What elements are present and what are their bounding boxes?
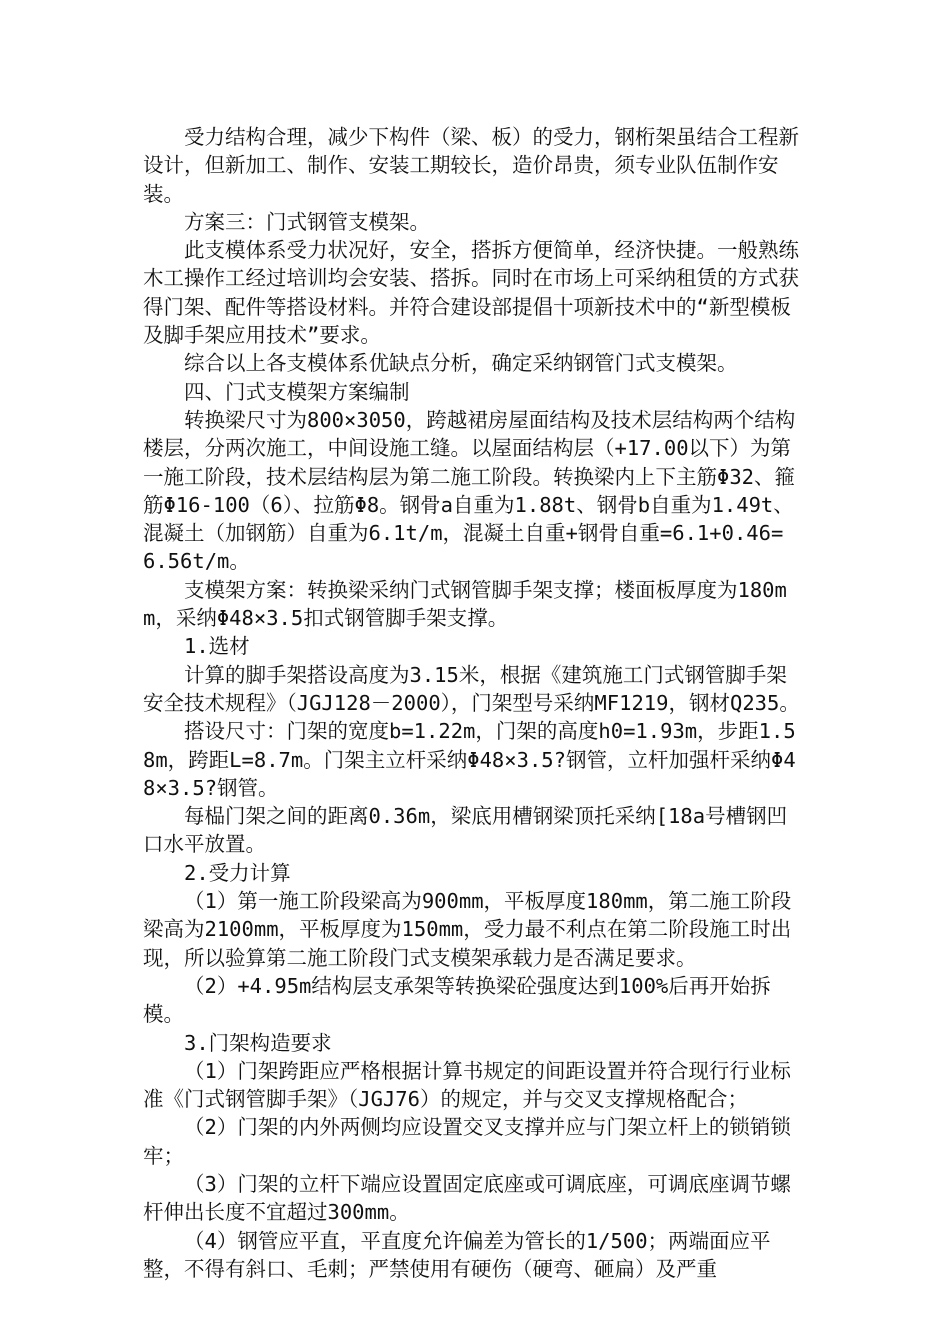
paragraph: （4）钢管应平直，平直度允许偏差为管长的1/500；两端面应平整，不得有斜口、毛刺；严禁使用有硬伤（硬弯、砸扁）及严重 bbox=[143, 1228, 771, 1281]
paragraph: 支模架方案：转换梁采纳门式钢管脚手架支撑；楼面板厚度为180mm，采纳Φ48×3.5扣式钢管脚手架支撑。 bbox=[143, 577, 787, 631]
subsection-heading: 3.门架构造要求 bbox=[184, 1030, 332, 1055]
paragraph: （1）门架跨距应严格根据计算书规定的间距设置并符合现行行业标准《门式钢管脚手架》（JGJ76）的规定，并与交叉支撑规格配合； bbox=[143, 1058, 791, 1112]
paragraph: 每榀门架之间的距离0.36m，梁底用槽钢梁顶托采纳[18a号槽钢凹口水平放置。 bbox=[143, 804, 788, 857]
paragraph: （3）门架的立杆下端应设置固定底座或可调底座，可调底座调节螺杆伸出长度不宜超过300mm。 bbox=[143, 1171, 791, 1225]
subsection-heading: 2.受力计算 bbox=[184, 860, 291, 885]
paragraph: 综合以上各支模体系优缺点分析，确定采纳钢管门式支模架。 bbox=[184, 351, 738, 376]
paragraph: 转换梁尺寸为800×3050，跨越裙房屋面结构及技术层结构两个结构楼层，分两次施工，中间设施工缝。以屋面结构层（+17.00以下）为第一施工阶段，技术层结构层为第二施工阶段。转换梁内上下主筋Φ32、箍筋Φ16-100（6）、拉筋Φ8。钢骨a自重为1.88t、钢骨b自重为1.49t、混凝土（加钢筋）自重为6.1t/m，混凝土自重+钢骨自重=6.1+0.46=6.56t/m。 bbox=[143, 407, 796, 574]
document-body bbox=[143, 123, 805, 1283]
paragraph: （2）门架的内外两侧均应设置交叉支撑并应与门架立杆上的锁销锁牢； bbox=[143, 1115, 791, 1168]
paragraph: 计算的脚手架搭设高度为3.15米，根据《建筑施工门式钢管脚手架安全技术规程》（JGJ128－2000），门架型号采纳MF1219，钢材Q235。 bbox=[143, 662, 800, 715]
paragraph: 搭设尺寸：门架的宽度b=1.22m，门架的高度h0=1.93m，步距1.58m，跨距L=8.7m。门架主立杆采纳Φ48×3.5?钢管，立杆加强杆采纳Φ48×3.5?钢管。 bbox=[143, 719, 796, 800]
subsection-heading: 1.选材 bbox=[184, 634, 250, 659]
paragraph: 受力结构合理，减少下构件（梁、板）的受力，钢桁架虽结合工程新设计，但新加工、制作、安装工期较长，造价昂贵，须专业队伍制作安装。 bbox=[143, 125, 799, 206]
section-heading: 四、门式支模架方案编制 bbox=[184, 379, 410, 404]
paragraph: （1）第一施工阶段梁高为900mm，平板厚度180mm，第二施工阶段梁高为2100mm，平板厚度为150mm，受力最不利点在第二阶段施工时出现，所以验算第二施工阶段门式支模架承载力是否满足要求。 bbox=[143, 889, 792, 970]
paragraph: 方案三：门式钢管支模架。 bbox=[184, 209, 430, 234]
paragraph: （2）+4.95m结构层支承架等转换梁砼强度达到100%后再开始拆模。 bbox=[143, 973, 771, 1027]
paragraph: 此支模体系受力状况好，安全，搭拆方便简单，经济快捷。一般熟练木工操作工经过培训均会安装、搭拆。同时在市场上可采纳租赁的方式获得门架、配件等搭设材料。并符合建设部提倡十项新技术中的“新型模板及脚手架应用技术”要求。 bbox=[143, 238, 799, 348]
